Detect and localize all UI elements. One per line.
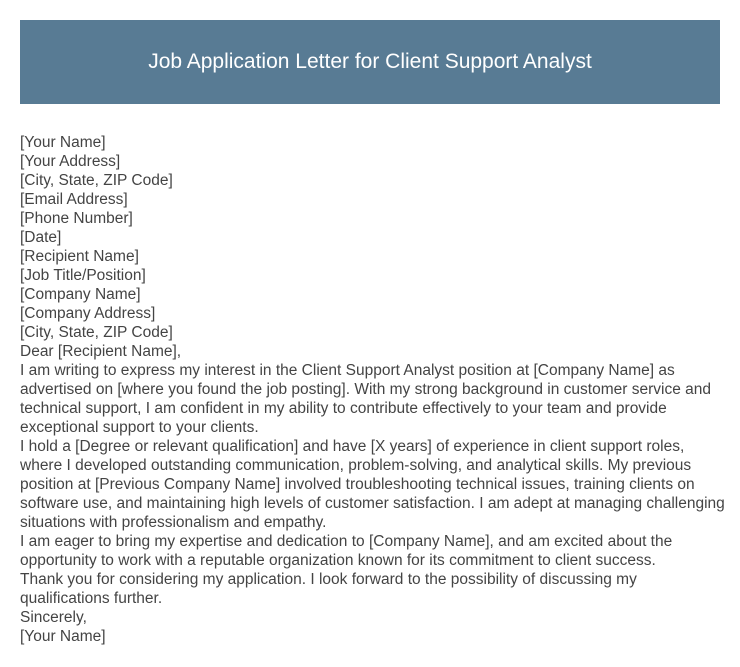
recipient-company: [Company Name] [20,286,141,303]
page-title: Job Application Letter for Client Support Analyst [148,50,592,73]
sender-phone: [Phone Number] [20,210,133,227]
recipient-city-state-zip: [City, State, ZIP Code] [20,324,173,341]
paragraph-experience: I hold a [Degree or relevant qualification] and have [X years] of experience in client support roles, where I developed outstanding communication, problem-solving, and analytical skills. My previous position at [Previous Company Name] involved troubleshooting technical issues, training clients on software use, and maintaining high levels of customer satisfaction. I am adept at managing challenging situations with professionalism and empathy. [20,438,725,531]
paragraph-thanks: Thank you for considering my application. I look forward to the possibility of discussing my qualifications further. [20,571,637,607]
signature: [Your Name] [20,628,106,645]
sender-city-state-zip: [City, State, ZIP Code] [20,172,173,189]
sender-address: [Your Address] [20,153,121,170]
letter-body [20,133,725,646]
sender-name: [Your Name] [20,134,106,151]
recipient-address: [Company Address] [20,305,156,322]
recipient-title: [Job Title/Position] [20,267,146,284]
salutation: Dear [Recipient Name], [20,343,182,360]
sender-email: [Email Address] [20,191,128,208]
recipient-name: [Recipient Name] [20,248,139,265]
paragraph-intro: I am writing to express my interest in the Client Support Analyst position at [Company Name] as advertised on [where you found the job posting]. With my strong background in customer service and technical support, I am confident in my ability to contribute effectively to your team and provide exceptional support to your clients. [20,362,711,436]
letter-date: [Date] [20,229,62,246]
paragraph-motivation: I am eager to bring my expertise and dedication to [Company Name], and am excited about the opportunity to work with a reputable organization known for its commitment to client success. [20,533,673,569]
page-header [20,20,720,104]
closing: Sincerely, [20,609,87,626]
